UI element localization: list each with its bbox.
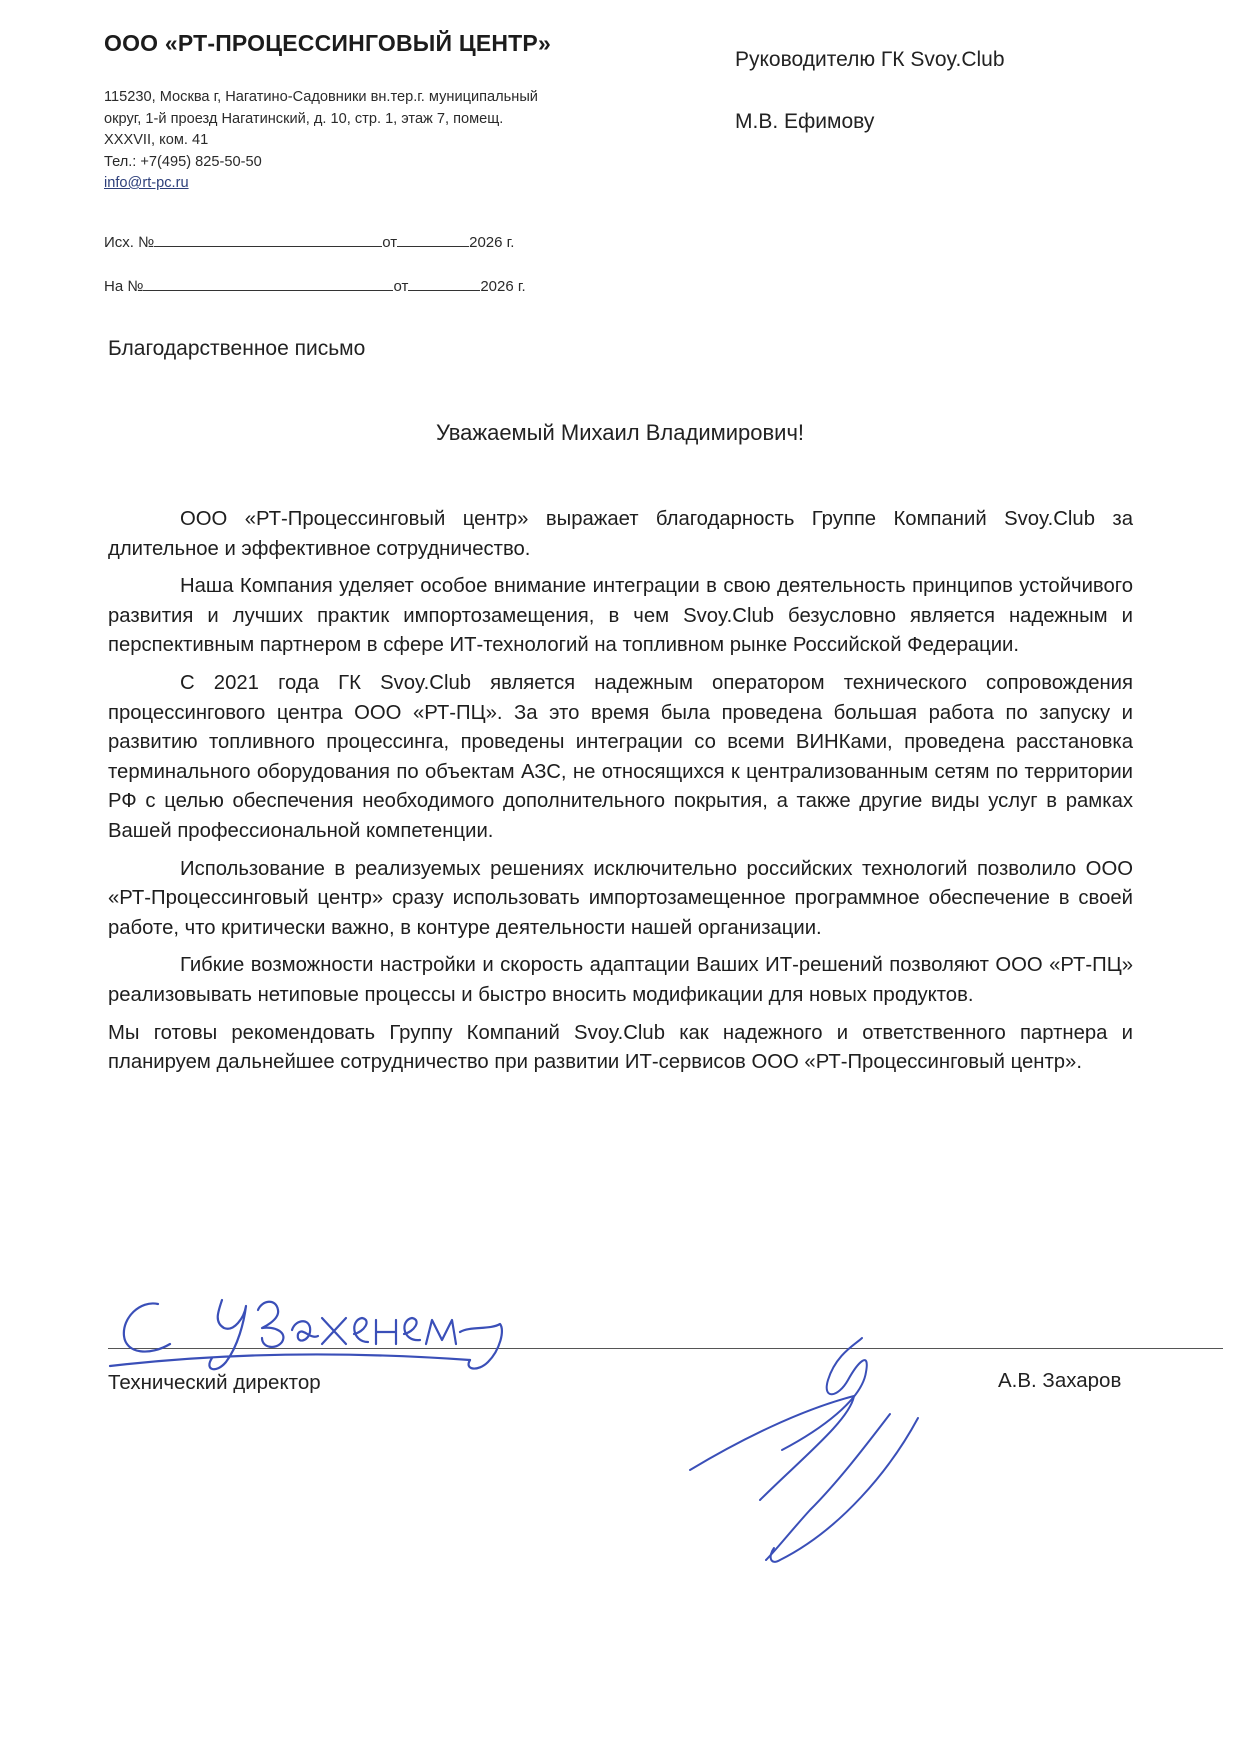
outgoing-number-label: Исх. № <box>104 234 155 251</box>
incoming-number-blank <box>143 276 393 291</box>
letter-body <box>108 505 1133 1086</box>
address-line: округ, 1-й проезд Нагатинский, д. 10, стр. 1, этаж 7, помещ. <box>104 110 504 127</box>
outgoing-number-blank <box>154 232 382 247</box>
body-paragraph: С 2021 года ГК Svoy.Club является надежным оператором технического сопровождения процессингового центра ООО «РТ-ПЦ». За это время была проведена большая работа по запуску и развитию топливного процессинга, проведены интеграции со всеми ВИНКами, проведена расстановка терминального оборудования по объектам АЗС, не относящихся к централизованным сетям по территории РФ с целью обеспечения необходимого дополнительного покрытия, а также другие виды услуг в рамках Вашей профессиональной компетенции. <box>108 671 1133 842</box>
body-paragraph: Использование в реализуемых решениях исключительно российских технологий позволило ООО «РТ-Процессинговый центр» сразу использовать импортозамещенное программное обеспечение в своей работе, что критически важно, в контуре деятельности нашей организации. <box>108 857 1133 939</box>
recipient-name: М.В. Ефимову <box>735 110 875 133</box>
company-address <box>104 87 624 195</box>
greeting: Уважаемый Михаил Владимирович! <box>435 420 805 445</box>
body-paragraph: Гибкие возможности настройки и скорость адаптации Ваших ИТ-решений позволяют ООО «РТ-ПЦ» реализовывать нетиповые процессы и быстро вносить модификации для новых продуктов. <box>108 954 1133 1006</box>
email-link[interactable]: info@rt-pc.ru <box>104 175 189 191</box>
outgoing-number-line <box>104 232 514 251</box>
body-paragraph: Наша Компания уделяет особое внимание интеграции в свою деятельность принципов устойчивого развития и лучших практик импортозамещения, в чем Svoy.Club безусловно является надежным и перспективным партнером в сфере ИТ-технологий на топливном рынке Российской Федерации. <box>108 575 1133 657</box>
address-line: XXXVII, ком. 41 <box>104 132 209 148</box>
document-title: Благодарственное письмо <box>108 337 366 360</box>
incoming-date-label: от <box>393 278 409 295</box>
outgoing-year: 2026 г. <box>469 234 515 251</box>
recipient-block <box>735 29 1005 153</box>
director-signature <box>690 1338 918 1562</box>
signer-position: Технический директор <box>108 1371 321 1394</box>
incoming-number-label: На № <box>104 278 144 295</box>
handwritten-closing <box>110 1300 502 1369</box>
signature-rule <box>108 1348 1223 1349</box>
recipient-title: Руководителю ГК Svoy.Club <box>735 48 1005 71</box>
body-paragraph: ООО «РТ-Процессинговый центр» выражает благодарность Группе Компаний Svoy.Club за длительное и эффективное сотрудничество. <box>108 508 1133 560</box>
company-name: ООО «РТ-ПРОЦЕССИНГОВЫЙ ЦЕНТР» <box>104 30 551 56</box>
incoming-number-line <box>104 276 526 295</box>
incoming-year: 2026 г. <box>480 278 526 295</box>
outgoing-date-blank <box>397 232 469 247</box>
body-paragraph: Мы готовы рекомендовать Группу Компаний Svoy.Club как надежного и ответственного партнера и планируем дальнейшее сотрудничество при развитии ИТ-сервисов ООО «РТ-Процессинговый центр». <box>108 1021 1133 1074</box>
address-line: 115230, Москва г, Нагатино-Садовники вн.тер.г. муниципальный <box>104 89 538 105</box>
incoming-date-blank <box>408 276 480 291</box>
outgoing-date-label: от <box>382 234 398 251</box>
signer-name: А.В. Захаров <box>998 1369 1122 1392</box>
phone-line: Тел.: +7(495) 825-50-50 <box>104 153 262 170</box>
